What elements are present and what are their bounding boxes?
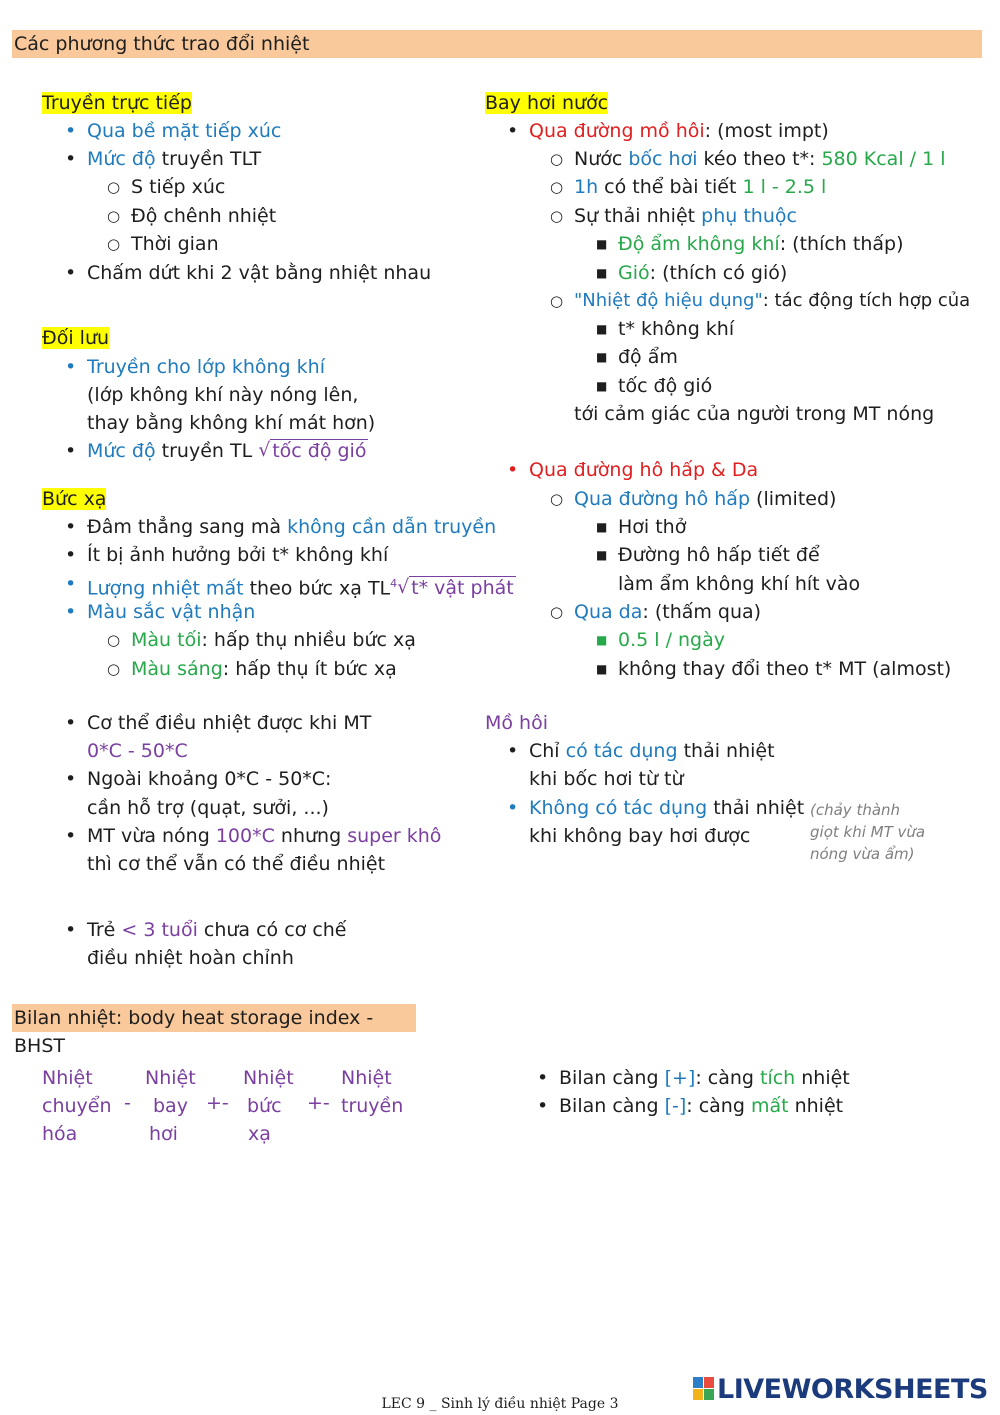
list-item: • Qua đường mồ hôi: (most impt): [529, 117, 829, 145]
list-subitem: ○ 1h có thể bài tiết 1 l - 2.5 l: [574, 173, 826, 201]
formula-operator: +-: [307, 1092, 330, 1114]
list-item: • Cơ thể điều nhiệt được khi MT: [87, 709, 371, 737]
list-subsubitem: ■ độ ẩm: [618, 343, 678, 371]
list-subitem: ○ Qua đường hô hấp (limited): [574, 485, 836, 513]
list-subitem: ○ Màu sáng: hấp thụ ít bức xạ: [131, 655, 397, 683]
section-header: Bilan nhiệt: body heat storage index - BHST: [12, 1004, 416, 1032]
formula-term: Nhiệt bức xạ: [243, 1067, 294, 1145]
list-item: • Mức độ truyền TLT: [87, 145, 261, 173]
fourth-root-symbol: √ t* vật phát: [397, 574, 516, 602]
list-subsubitem: ■ Độ ẩm không khí: (thích thấp): [618, 230, 903, 258]
list-item-cont: 0*C - 50*C: [87, 740, 188, 762]
list-item-cont: khi bốc hơi từ từ: [529, 768, 684, 790]
list-item: • MT vừa nóng 100*C nhưng super khô: [87, 822, 441, 850]
list-subsubitem: ■ Hơi thở: [618, 513, 686, 541]
formula-operator: +-: [206, 1092, 229, 1114]
list-item: • Chỉ có tác dụng thải nhiệt: [529, 737, 775, 765]
liveworksheets-logo[interactable]: LIVEWORKSHEETS: [693, 1374, 988, 1405]
list-item: • Lượng nhiệt mất theo bức xạ $TL^4√$ t* vật phát: [87, 570, 516, 598]
list-item: • Không có tác dụng thải nhiệt: [529, 794, 804, 822]
list-item: • Qua bề mặt tiếp xúc: [87, 117, 281, 145]
list-item-cont: cần hỗ trợ (quạt, sưởi, ...): [87, 797, 329, 819]
list-subsubitem: ■ Gió: (thích có gió): [618, 259, 787, 287]
list-subitem: ○ Nước bốc hơi kéo theo t*: 580 Kcal / 1 l: [574, 145, 946, 173]
list-subitem: ○ Sự thải nhiệt phụ thuộc: [574, 202, 797, 230]
list-subitem: ○ S tiếp xúc: [131, 173, 225, 201]
list-subitem: ○ Độ chênh nhiệt: [131, 202, 276, 230]
formula-term: Nhiệt chuyển hóa: [42, 1067, 112, 1145]
side-note: (chảy thành giọt khi MT vừa nóng vừa ẩm): [810, 801, 926, 863]
list-item-cont: làm ẩm không khí hít vào: [618, 573, 861, 595]
list-subsubitem: ■ không thay đổi theo t* MT (almost): [618, 655, 951, 683]
list-subsubitem: ■ 0.5 l / ngày: [618, 626, 725, 654]
section-header: Các phương thức trao đổi nhiệt: [12, 30, 982, 58]
sqrt-symbol: √ tốc độ gió: [258, 437, 368, 465]
page-footer: LEC 9 _ Sinh lý điều nhiệt Page 3: [381, 1396, 619, 1412]
formula-term: Nhiệt truyền: [341, 1067, 404, 1117]
formula-operator: -: [124, 1092, 131, 1114]
list-subitem: ○ Qua da: (thấm qua): [574, 598, 761, 626]
list-subitem: ○ Màu tối: hấp thụ nhiều bức xạ: [131, 626, 416, 654]
list-item-cont: thay bằng không khí mát hơn): [87, 412, 376, 434]
heading-evaporation: Bay hơi nước: [485, 92, 609, 114]
list-item: • Truyền cho lớp không khí: [87, 353, 325, 381]
heading-convection: Đối lưu: [42, 327, 110, 349]
list-item: • Màu sắc vật nhận: [87, 598, 255, 626]
list-item: • Ngoài khoảng 0*C - 50*C:: [87, 765, 331, 793]
list-subsubitem: ■ tốc độ gió: [618, 372, 712, 400]
heading-sweat: Mồ hôi: [485, 712, 549, 734]
list-item: • Chấm dứt khi 2 vật bằng nhiệt nhau: [87, 259, 431, 287]
heading-direct: Truyền trực tiếp: [42, 92, 192, 114]
list-subsubitem: ■ t* không khí: [618, 315, 734, 343]
list-item: • Đâm thẳng sang mà không cần dẫn truyền: [87, 513, 496, 541]
list-subitem: ○ Thời gian: [131, 230, 219, 258]
formula-term: Nhiệt bay hơi: [145, 1067, 196, 1145]
list-subitem: ○ "Nhiệt độ hiệu dụng": tác động tích hợp của: [574, 287, 970, 315]
list-item: • Trẻ < 3 tuổi chưa có cơ chế: [87, 916, 347, 944]
list-item: • Bilan càng [-]: càng mất nhiệt: [559, 1092, 843, 1120]
list-item: • Bilan càng [+]: càng tích nhiệt: [559, 1064, 850, 1092]
heading-radiation: Bức xạ: [42, 488, 107, 510]
list-item: • Ít bị ảnh hưởng bởi t* không khí: [87, 541, 388, 569]
list-item: • Mức độ truyền TL √ tốc độ gió: [87, 437, 368, 465]
list-subsubitem: ■ Đường hô hấp tiết để: [618, 541, 820, 569]
list-item-cont: thì cơ thể vẫn có thể điều nhiệt: [87, 853, 386, 875]
list-item-cont: điều nhiệt hoàn chỉnh: [87, 947, 294, 969]
list-item-cont: tới cảm giác của người trong MT nóng: [574, 403, 935, 425]
list-item-cont: (lớp không khí này nóng lên,: [87, 384, 359, 406]
list-item: • Qua đường hô hấp & Da: [529, 456, 758, 484]
list-item-cont: khi không bay hơi được: [529, 825, 751, 847]
